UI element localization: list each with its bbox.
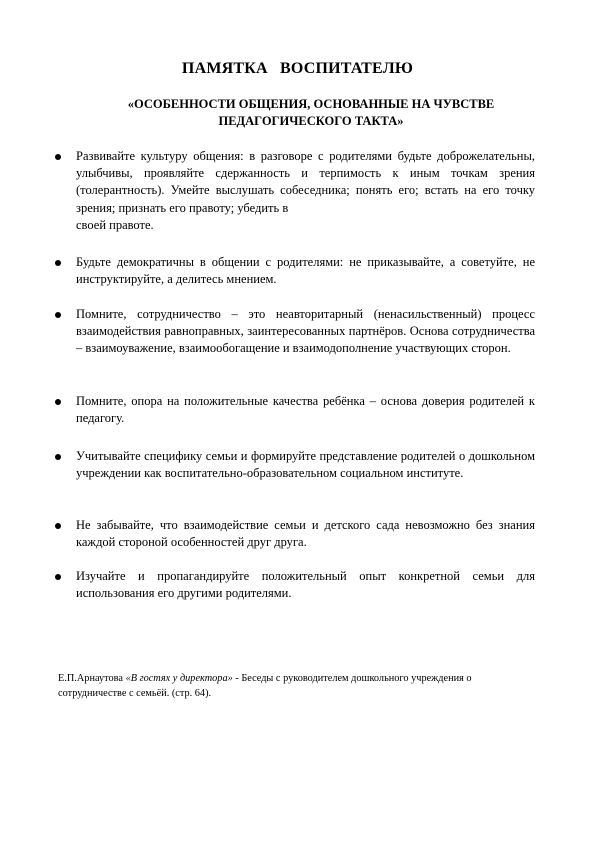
bullet-icon [55,260,61,266]
source-description: - Беседы с руководителем дошкольного учреждения о сотрудничестве с семьёй. (стр. 64). [58,673,472,699]
rule-item [55,568,535,602]
bullet-icon [55,454,61,460]
rule-item [55,517,535,551]
bullet-icon [55,574,61,580]
rule-text: Учитывайте специфику семьи и формируйте представление родителей о дошкольном учреждении как воспитательно-образовательном социальном институте. [76,449,535,481]
rule-text: Изучайте и пропагандируйте положительный опыт конкретной семьи для использования его другими родителями. [76,569,535,601]
rule-text: Помните, сотрудничество – это неавторитарный (ненасильственный) процесс взаимодействия равноправных, заинтересованных партнёров. Основа сотрудничества – взаимоуважение, взаимообогащение и взаимодополнение участвующих сторон. [76,307,535,356]
rule-item [55,148,535,234]
bullet-icon [55,523,61,529]
document-subtitle: «ОСОБЕННОСТИ ОБЩЕНИЯ, ОСНОВАННЫЕ НА ЧУВСТВЕ ПЕДАГОГИЧЕСКОГО ТАКТА» [127,97,495,128]
rule-text: Помните, опора на положительные качества ребёнка – основа доверия родителей к педагогу. [76,394,535,426]
bullet-icon [55,312,61,318]
rule-item [55,254,535,288]
rule-text: Не забывайте, что взаимодействие семьи и детского сада невозможно без знания каждой стороной особенностей друг друга. [76,518,535,550]
rule-item [55,448,535,482]
bullet-icon [55,399,61,405]
rule-text: Будьте демократичны в общении с родителями: не приказывайте, а советуйте, не инструктируйте, а делитесь мнением. [76,255,535,287]
source-author: Е.П.Арнаутова [58,673,123,684]
source-citation [58,671,538,701]
rule-item [55,306,535,358]
source-book-title: «В гостях у директора» [125,673,233,684]
rule-text: Развивайте культуру общения: в разговоре с родителями будьте доброжелательны, улыбчивы, проявляйте сдержанность и терпимость к иным точкам зрения (толерантность). Умейте выслушать собеседника; понять его; встать на его точку зрения; признать его правоту; убедить в своей правоте. [76,149,535,232]
bullet-icon [55,154,61,160]
document-title: ПАМЯТКА ВОСПИТАТЕЛЮ [181,60,414,77]
rule-item [55,393,535,427]
